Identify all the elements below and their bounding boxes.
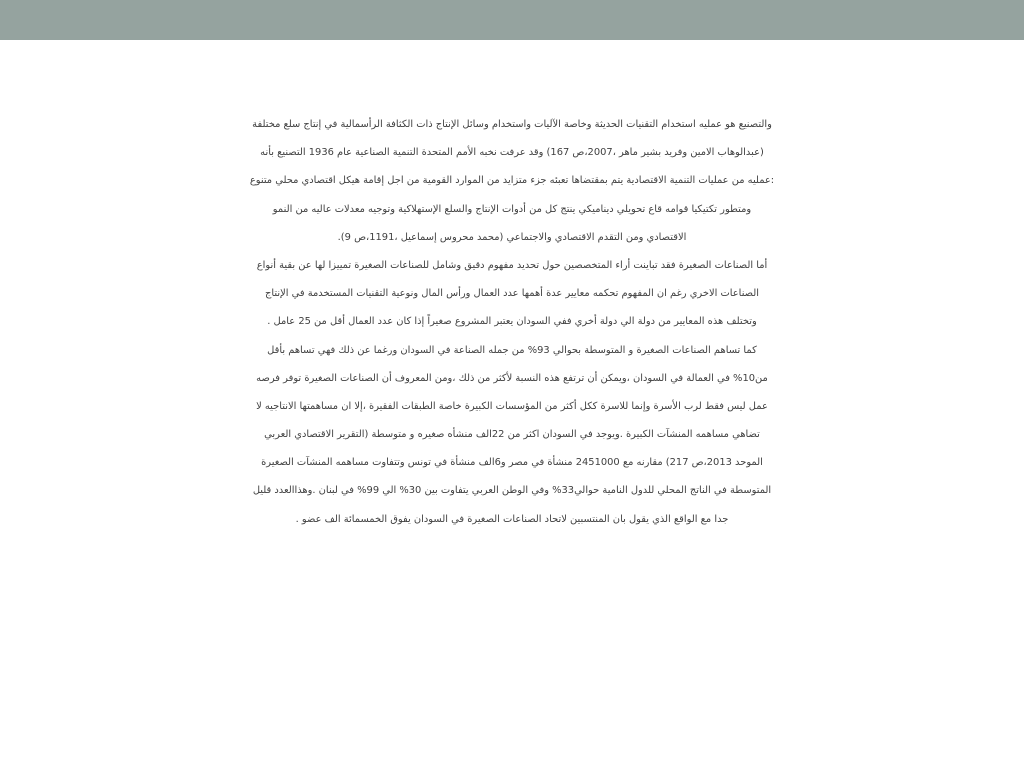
- text-line: ومتطور تكتيكيا قوامه قاع تحويلي ديناميكي ينتج كل من أدوات الإنتاج والسلع الإستهلاكية وتوجيه معدلات عاليه من النمو: [272, 203, 752, 215]
- text-line: أما الصناعات الصغيرة فقد تباينت أراء المتخصصين حول تحديد مفهوم دقيق وشامل للصناعات الصغيرة تمييزا لها عن بقية أنواع: [256, 259, 768, 271]
- text-line: من10% في العمالة في السودان ،ويمكن أن ترتفع هذه النسبة لأكثر من ذلك ،ومن المعروف أن الصناعات الصغيرة توفر فرصه: [256, 372, 768, 384]
- body-text: [10, 111, 1014, 534]
- text-line: وتختلف هذه المعايير من دولة الي دولة أخري ففي السودان يعتبر المشروع صغيراً إذا كان عدد العمال أقل من 25 عامل .: [267, 316, 757, 328]
- text-line: الصناعات الاخري رغم ان المفهوم تحكمه معايير عدة أهمها عدد العمال ورأس المال ونوعية التقنيات المستخدمة في الإنتاج: [264, 288, 759, 300]
- text-line: :عمليه من عمليات التنمية الاقتصادية يتم بمقتضاها تعبئه جزء متزايد من الموارد القومية من اجل إقامة هيكل اقتصادي محلي متنوع: [249, 175, 775, 187]
- header-band: [0, 0, 1024, 40]
- text-line: الموحد 2013،ص 217) مقارنه مع 2451000 منشأة في مصر و6الف منشأة في تونس وتتفاوت مساهمه المنشآت الصغيرة: [261, 457, 763, 469]
- text-line: (عبدالوهاب الامين وفريد بشير ماهر ،2007،ص 167) وقد عرفت نخبه الأمم المتحدة التنمية الصناعية عام 1936 التصنيع بأنه: [260, 147, 764, 159]
- text-line: المتوسطة في الناتج المحلي للدول النامية حوالي33% وفي الوطن العربي يتفاوت بين 30% الي 99% في لبنان .وهذاالعدد قليل: [252, 485, 772, 497]
- text-line: الاقتصادي ومن التقدم الاقتصادي والاجتماعي (محمد محروس إسماعيل ،1191،ص 9).: [337, 231, 687, 243]
- text-line: تضاهي مساهمه المنشآت الكبيرة .ويوجد في السودان اكثر من 22الف منشأه صغيره و متوسطة (التقرير الاقتصادي العربي: [264, 429, 760, 441]
- text-line: جدا مع الواقع الذي يقول بان المنتسبين لاتحاد الصناعات الصغيرة في السودان يفوق الخمسمائة الف عضو .: [295, 513, 729, 525]
- text-line: عمل ليس فقط لرب الأسرة وإنما للاسرة ككل أكثر من المؤسسات الكبيرة خاصة الطبقات الفقيرة ،إلا ان مساهمتها الانتاجيه لا: [256, 400, 768, 412]
- text-line: والتصنيع هو عمليه استخدام التقنيات الحديثة وخاصة الآليات واستخدام وسائل الإنتاج ذات الكثافة الرأسمالية في إنتاج سلع مختلفة: [252, 119, 772, 130]
- text-line: كما تساهم الصناعات الصغيرة و المتوسطة بحوالي 93% من جمله الصناعة في السودان ورغما عن ذلك فهي تساهم بأقل: [267, 344, 757, 356]
